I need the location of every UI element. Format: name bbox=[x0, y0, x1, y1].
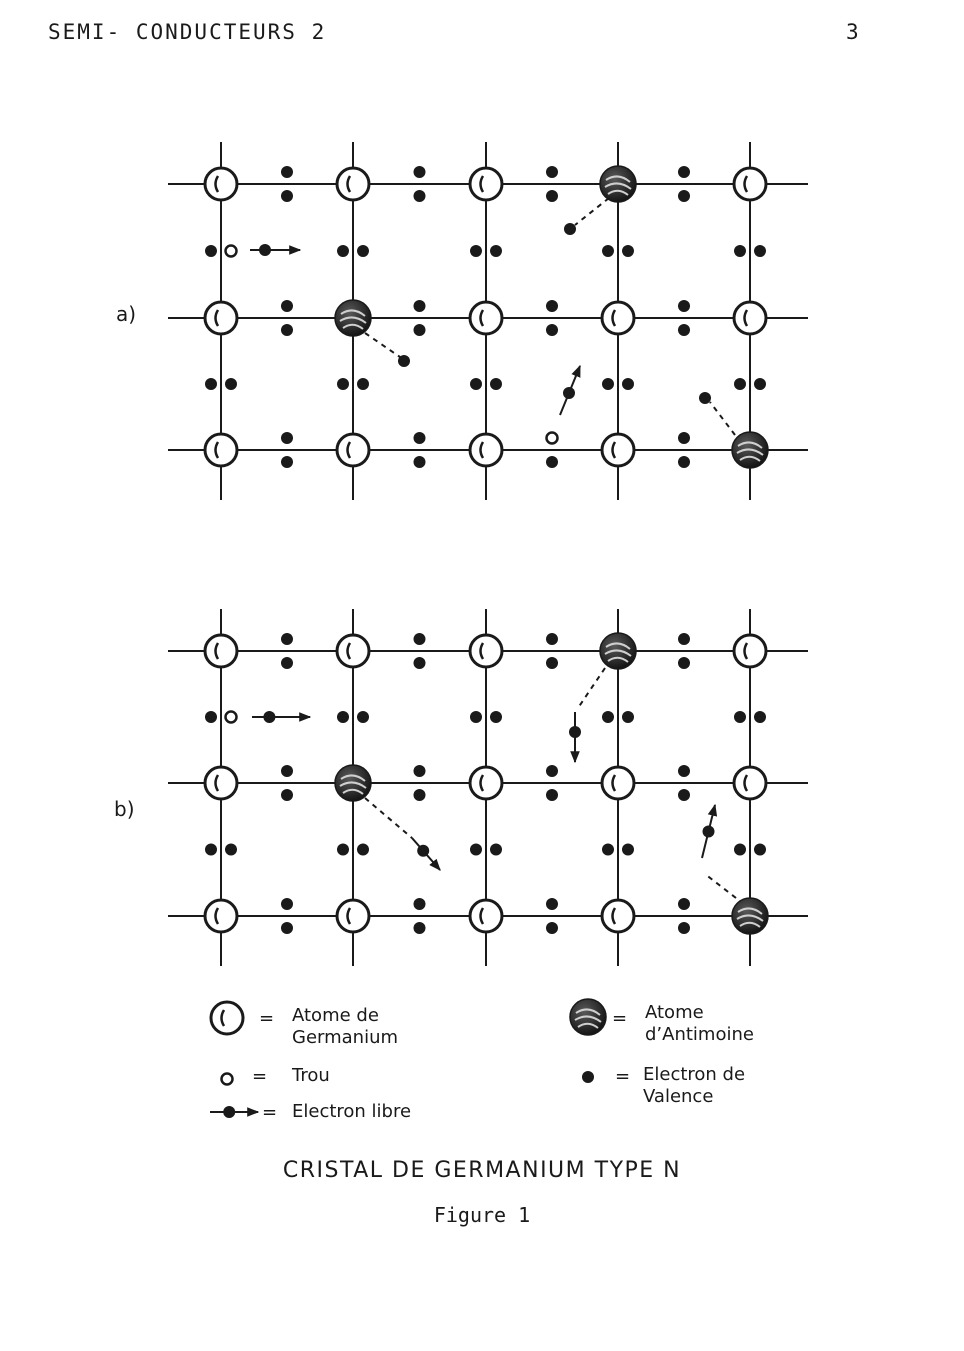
valence-electron bbox=[678, 300, 690, 312]
legend-hole-label: Trou bbox=[292, 1065, 330, 1086]
germanium-atom bbox=[734, 302, 766, 334]
valence-electron bbox=[678, 432, 690, 444]
germanium-atom bbox=[470, 168, 502, 200]
valence-electron bbox=[602, 844, 614, 856]
valence-electron bbox=[678, 324, 690, 336]
germanium-atom-ring bbox=[470, 168, 502, 200]
valence-electron bbox=[546, 765, 558, 777]
panel-label-a: a) bbox=[116, 302, 137, 326]
antimony-atom bbox=[335, 765, 371, 801]
germanium-atom bbox=[602, 900, 634, 932]
valence-electron bbox=[546, 633, 558, 645]
valence-electron bbox=[414, 922, 426, 934]
germanium-atom bbox=[337, 434, 369, 466]
valence-electron bbox=[414, 456, 426, 468]
valence-electron bbox=[754, 378, 766, 390]
germanium-atom-ring bbox=[470, 635, 502, 667]
valence-electron bbox=[734, 245, 746, 257]
germanium-atom bbox=[337, 900, 369, 932]
antimony-atom bbox=[600, 633, 636, 669]
valence-electron bbox=[622, 844, 634, 856]
legend-free-electron-label: Electron libre bbox=[292, 1101, 412, 1122]
germanium-atom-ring bbox=[734, 302, 766, 334]
germanium-atom-ring bbox=[470, 767, 502, 799]
antimony-atom bbox=[732, 898, 768, 934]
free-electron-dot bbox=[263, 711, 275, 723]
valence-electron bbox=[678, 922, 690, 934]
valence-electron bbox=[754, 711, 766, 723]
hole bbox=[226, 246, 237, 257]
germanium-atom bbox=[205, 767, 237, 799]
panel-label-b: b) bbox=[114, 797, 135, 821]
germanium-atom bbox=[205, 302, 237, 334]
valence-electron bbox=[281, 456, 293, 468]
germanium-atom-ring bbox=[337, 635, 369, 667]
free-electron bbox=[412, 838, 440, 870]
legend-equals-valence: = bbox=[615, 1066, 631, 1087]
valence-electron bbox=[205, 711, 217, 723]
lattice-panel-b bbox=[168, 609, 808, 966]
valence-electron bbox=[414, 324, 426, 336]
valence-electron bbox=[754, 844, 766, 856]
valence-electron bbox=[205, 245, 217, 257]
valence-electron bbox=[414, 657, 426, 669]
germanium-atom-ring bbox=[734, 767, 766, 799]
valence-electron bbox=[414, 633, 426, 645]
germanium-atom-ring bbox=[205, 900, 237, 932]
legend-antimony-label: Atome d’Antimoine bbox=[645, 1002, 754, 1045]
valence-electron bbox=[678, 633, 690, 645]
germanium-atom bbox=[734, 168, 766, 200]
valence-electron bbox=[546, 300, 558, 312]
valence-electron bbox=[490, 844, 502, 856]
valence-electron bbox=[734, 844, 746, 856]
legend-equals-antimony: = bbox=[612, 1008, 628, 1029]
free-electron-dot bbox=[563, 387, 575, 399]
free-electron-dot bbox=[417, 845, 429, 857]
germanium-atom bbox=[734, 635, 766, 667]
legend-germanium-label: Atome de Germanium bbox=[292, 1005, 399, 1048]
legend-valence-electron bbox=[582, 1071, 594, 1083]
germanium-atom bbox=[602, 434, 634, 466]
valence-electron bbox=[622, 245, 634, 257]
valence-electron bbox=[602, 711, 614, 723]
germanium-atom-ring bbox=[602, 434, 634, 466]
germanium-atom bbox=[470, 900, 502, 932]
valence-electron bbox=[414, 898, 426, 910]
valence-electron bbox=[281, 300, 293, 312]
valence-electron bbox=[337, 245, 349, 257]
dashed-displacement-line bbox=[705, 874, 736, 898]
valence-electron bbox=[546, 922, 558, 934]
germanium-atom-ring bbox=[205, 302, 237, 334]
germanium-atom-ring bbox=[602, 900, 634, 932]
valence-electron bbox=[357, 245, 369, 257]
released-electron bbox=[398, 355, 410, 367]
valence-electron bbox=[414, 190, 426, 202]
valence-electron bbox=[546, 190, 558, 202]
valence-electron bbox=[281, 765, 293, 777]
germanium-atom bbox=[470, 635, 502, 667]
valence-electron bbox=[602, 245, 614, 257]
valence-electron bbox=[546, 898, 558, 910]
valence-electron bbox=[281, 190, 293, 202]
germanium-atom bbox=[205, 434, 237, 466]
germanium-atom-ring bbox=[602, 767, 634, 799]
germanium-atom-ring bbox=[205, 168, 237, 200]
dashed-displacement-line bbox=[578, 668, 605, 708]
dashed-displacement-line bbox=[365, 333, 400, 357]
legend-equals-germanium: = bbox=[259, 1008, 275, 1029]
free-electron bbox=[702, 805, 715, 858]
germanium-atom-ring bbox=[205, 434, 237, 466]
valence-electron bbox=[734, 378, 746, 390]
valence-electron bbox=[281, 432, 293, 444]
free-electron-dot bbox=[259, 244, 271, 256]
germanium-atom-ring bbox=[205, 635, 237, 667]
germanium-atom bbox=[602, 302, 634, 334]
free-electron bbox=[210, 1106, 258, 1118]
free-electron bbox=[560, 366, 580, 415]
valence-electron bbox=[546, 789, 558, 801]
germanium-atom bbox=[734, 767, 766, 799]
germanium-atom bbox=[337, 635, 369, 667]
free-electron bbox=[250, 244, 300, 256]
valence-electron bbox=[205, 378, 217, 390]
germanium-atom-ring bbox=[734, 635, 766, 667]
valence-electron bbox=[470, 711, 482, 723]
valence-electron bbox=[678, 190, 690, 202]
valence-electron bbox=[281, 657, 293, 669]
valence-electron bbox=[281, 922, 293, 934]
antimony-atom bbox=[335, 300, 371, 336]
valence-electron bbox=[490, 245, 502, 257]
dashed-displacement-line bbox=[575, 198, 609, 225]
valence-electron bbox=[281, 324, 293, 336]
hole bbox=[222, 1074, 233, 1085]
valence-electron bbox=[225, 378, 237, 390]
germanium-atom bbox=[205, 168, 237, 200]
valence-electron bbox=[205, 844, 217, 856]
valence-electron bbox=[622, 711, 634, 723]
legend-valence-label: Electron de Valence bbox=[643, 1064, 746, 1107]
valence-electron bbox=[414, 300, 426, 312]
germanium-atom-ring bbox=[337, 900, 369, 932]
valence-electron bbox=[622, 378, 634, 390]
free-electron bbox=[252, 711, 310, 723]
valence-electron bbox=[470, 378, 482, 390]
valence-electron bbox=[357, 844, 369, 856]
germanium-atom-ring bbox=[734, 168, 766, 200]
valence-electron bbox=[357, 378, 369, 390]
valence-electron bbox=[678, 789, 690, 801]
germanium-atom-ring bbox=[211, 1002, 243, 1034]
valence-electron bbox=[546, 456, 558, 468]
germanium-atom-ring bbox=[470, 434, 502, 466]
antimony-atom bbox=[732, 432, 768, 468]
valence-electron bbox=[602, 378, 614, 390]
germanium-atom-ring bbox=[470, 302, 502, 334]
valence-electron bbox=[281, 898, 293, 910]
page-header-title: SEMI- CONDUCTEURS 2 bbox=[48, 20, 327, 44]
released-electron bbox=[699, 392, 711, 404]
lattice-panel-a bbox=[168, 142, 808, 500]
valence-electron bbox=[337, 378, 349, 390]
legend-equals-hole: = bbox=[252, 1066, 268, 1087]
germanium-atom bbox=[205, 900, 237, 932]
germanium-atom bbox=[470, 302, 502, 334]
valence-electron bbox=[225, 844, 237, 856]
valence-electron bbox=[678, 765, 690, 777]
valence-electron bbox=[754, 245, 766, 257]
dashed-displacement-line bbox=[710, 402, 735, 435]
valence-electron bbox=[414, 789, 426, 801]
valence-electron bbox=[546, 657, 558, 669]
hole bbox=[226, 712, 237, 723]
valence-electron bbox=[678, 657, 690, 669]
free-electron-dot bbox=[569, 726, 581, 738]
valence-electron bbox=[414, 432, 426, 444]
valence-electron bbox=[678, 898, 690, 910]
germanium-atom bbox=[205, 635, 237, 667]
valence-electron bbox=[490, 711, 502, 723]
valence-electron bbox=[414, 166, 426, 178]
valence-electron bbox=[470, 245, 482, 257]
valence-electron bbox=[470, 844, 482, 856]
antimony-atom bbox=[570, 999, 606, 1035]
valence-electron bbox=[357, 711, 369, 723]
valence-electron bbox=[734, 711, 746, 723]
legend-equals-free-electron: = bbox=[262, 1102, 278, 1123]
valence-electron bbox=[281, 633, 293, 645]
germanium-atom-ring bbox=[337, 168, 369, 200]
valence-electron bbox=[337, 711, 349, 723]
free-electron-dot bbox=[703, 826, 715, 838]
germanium-atom-ring bbox=[602, 302, 634, 334]
valence-electron bbox=[281, 166, 293, 178]
valence-electron bbox=[678, 166, 690, 178]
released-electron bbox=[564, 223, 576, 235]
hole bbox=[547, 433, 558, 444]
free-electron-dot bbox=[223, 1106, 235, 1118]
germanium-atom-ring bbox=[205, 767, 237, 799]
germanium-atom bbox=[470, 434, 502, 466]
germanium-atom bbox=[470, 767, 502, 799]
page-number: 3 bbox=[846, 20, 859, 44]
free-electron bbox=[569, 712, 581, 762]
valence-electron bbox=[490, 378, 502, 390]
valence-electron bbox=[414, 765, 426, 777]
germanium-atom bbox=[337, 168, 369, 200]
figure-number: Figure 1 bbox=[433, 1203, 531, 1227]
antimony-atom bbox=[600, 166, 636, 202]
germanium-atom bbox=[211, 1002, 243, 1034]
germanium-atom bbox=[602, 767, 634, 799]
valence-electron bbox=[678, 456, 690, 468]
valence-electron bbox=[281, 789, 293, 801]
valence-electron bbox=[546, 324, 558, 336]
dashed-displacement-line bbox=[365, 798, 412, 838]
figure-caption: CRISTAL DE GERMANIUM TYPE N bbox=[282, 1158, 682, 1183]
germanium-atom-ring bbox=[337, 434, 369, 466]
germanium-atom-ring bbox=[470, 900, 502, 932]
valence-electron bbox=[337, 844, 349, 856]
valence-electron bbox=[546, 166, 558, 178]
